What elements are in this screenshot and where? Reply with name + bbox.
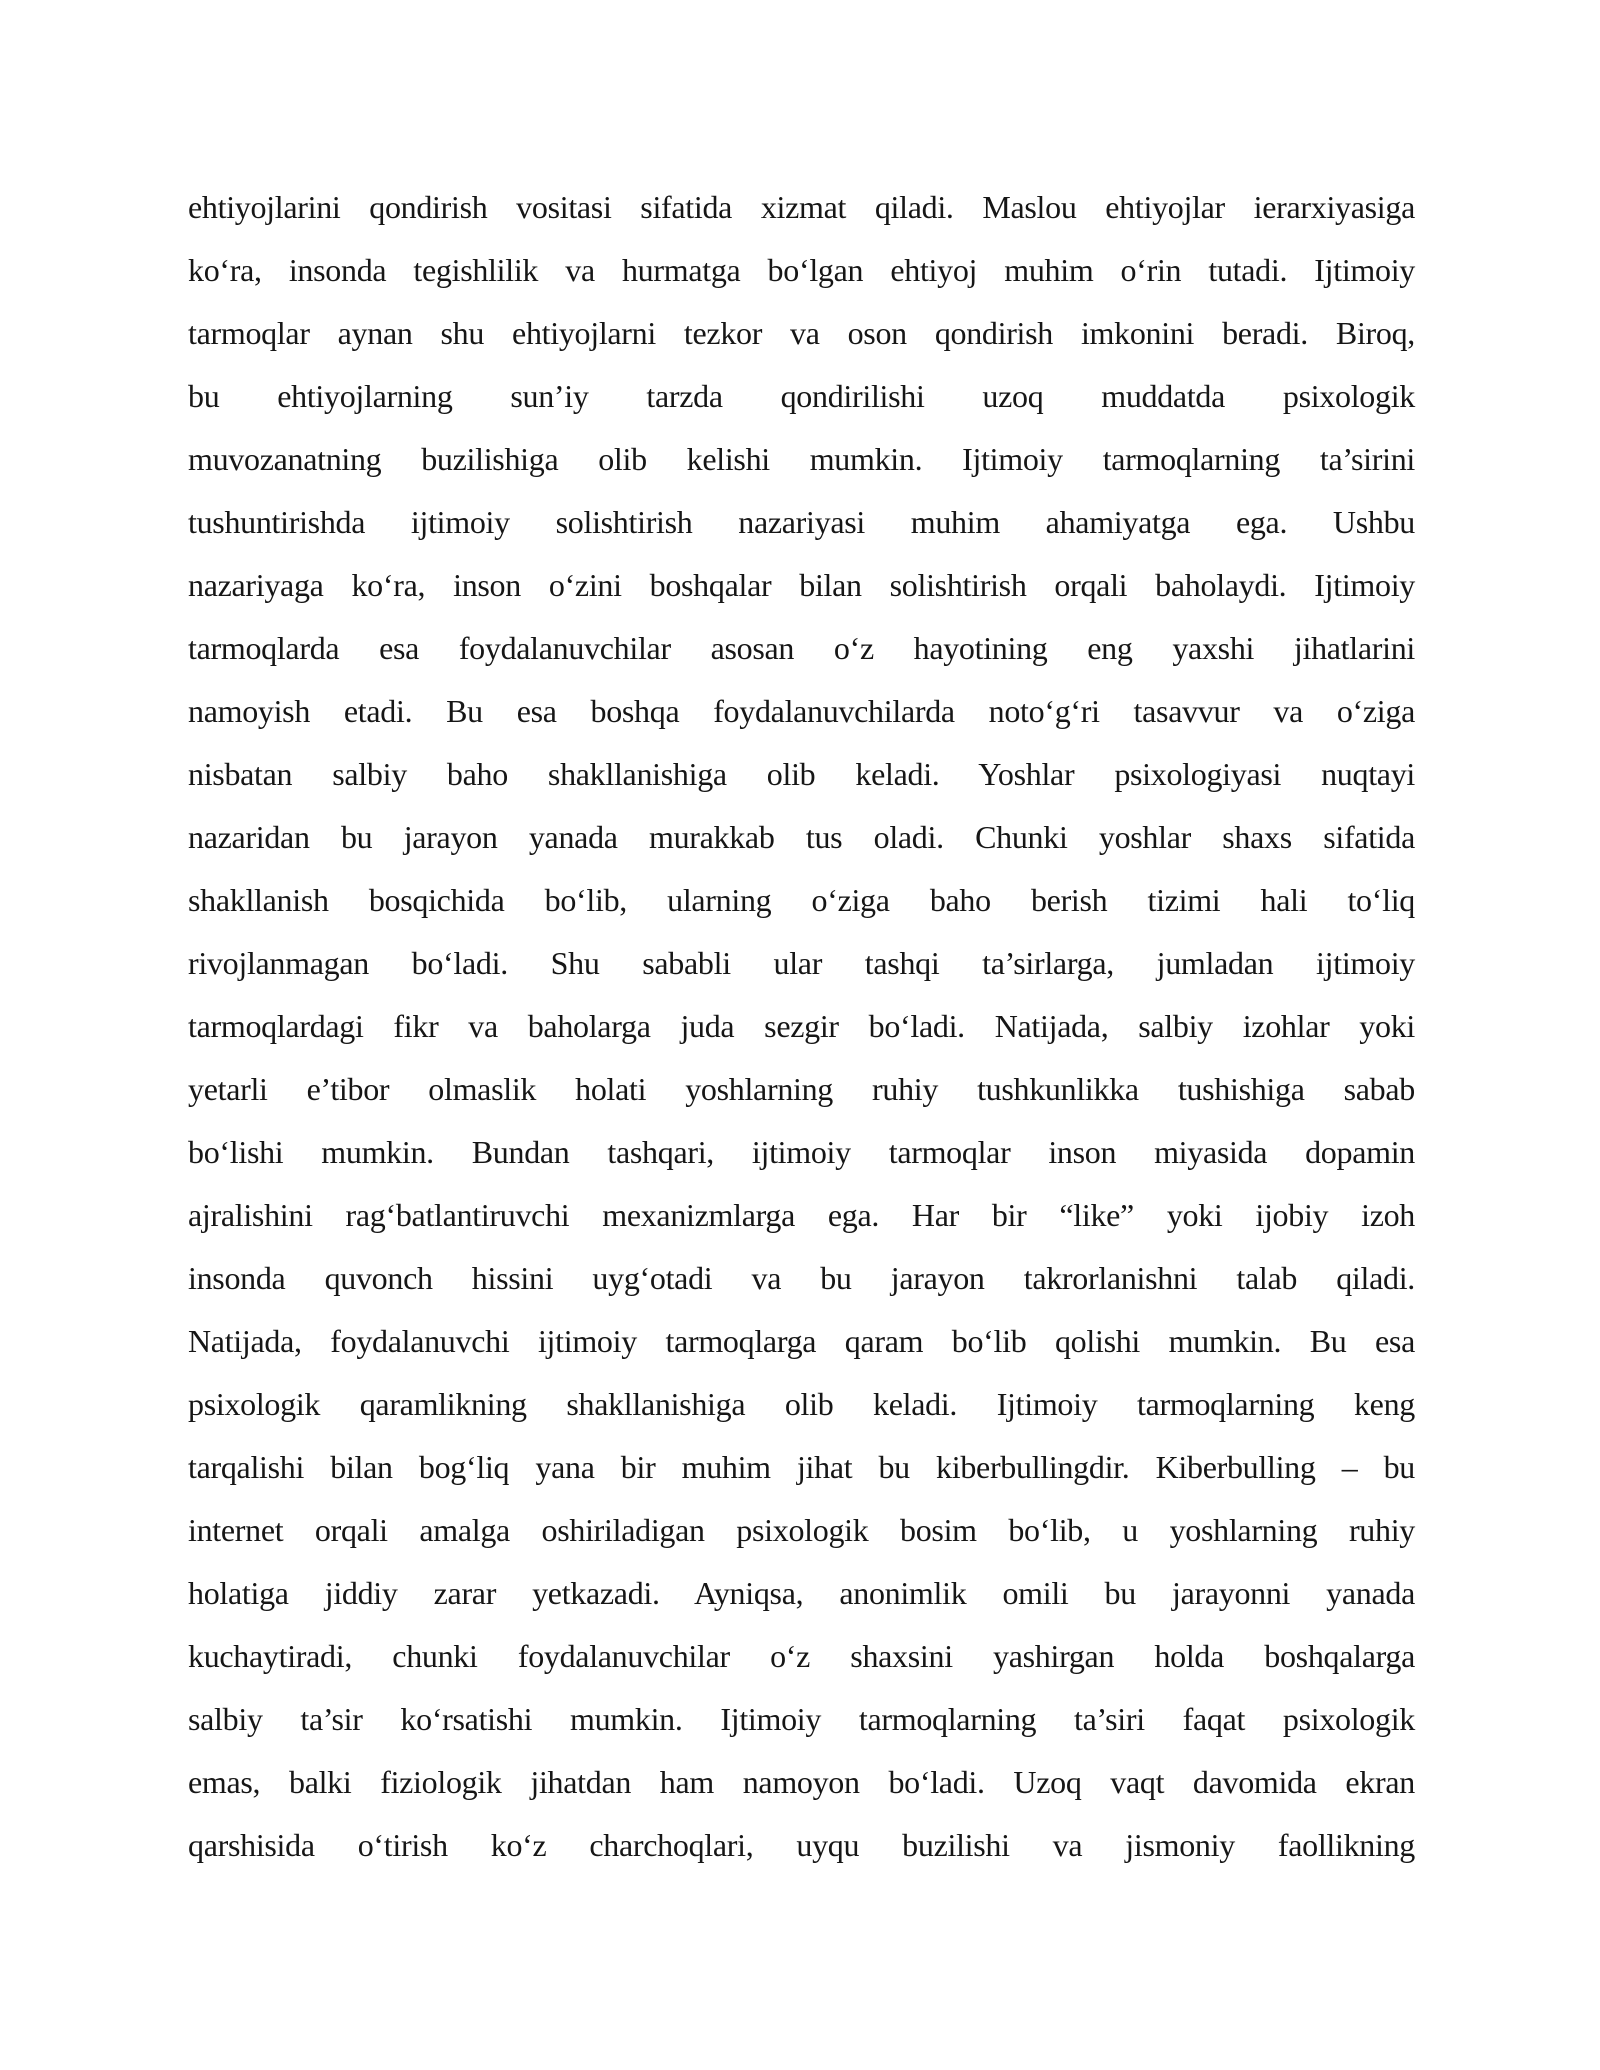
text-line: qarshisida oʻtirish koʻz charchoqlari, uyqu buzilishi va jismoniy faollikning <box>188 1827 1415 1863</box>
paragraph-text-block <box>188 176 1415 1877</box>
text-line: tushuntirishda ijtimoiy solishtirish nazariyasi muhim ahamiyatga ega. Ushbu <box>188 504 1415 540</box>
text-line: ajralishini ragʻbatlantiruvchi mexanizmlarga ega. Har bir “like” yoki ijobiy izoh <box>188 1197 1415 1233</box>
text-line: psixologik qaramlikning shakllanishiga olib keladi. Ijtimoiy tarmoqlarning keng <box>188 1386 1415 1422</box>
text-line: namoyish etadi. Bu esa boshqa foydalanuvchilarda notoʻgʻri tasavvur va oʻziga <box>188 693 1415 729</box>
text-line: tarmoqlardagi fikr va baholarga juda sezgir boʻladi. Natijada, salbiy izohlar yoki <box>188 1008 1415 1044</box>
text-line: insonda quvonch hissini uygʻotadi va bu jarayon takrorlanishni talab qiladi. <box>188 1260 1415 1296</box>
text-line: holatiga jiddiy zarar yetkazadi. Ayniqsa, anonimlik omili bu jarayonni yanada <box>188 1575 1415 1611</box>
text-line: boʻlishi mumkin. Bundan tashqari, ijtimoiy tarmoqlar inson miyasida dopamin <box>188 1134 1415 1170</box>
text-line: emas, balki fiziologik jihatdan ham namoyon boʻladi. Uzoq vaqt davomida ekran <box>188 1764 1415 1800</box>
text-line: shakllanish bosqichida boʻlib, ularning oʻziga baho berish tizimi hali toʻliq <box>188 882 1415 918</box>
text-line: tarmoqlar aynan shu ehtiyojlarni tezkor va oson qondirish imkonini beradi. Biroq, <box>188 315 1415 351</box>
text-line: salbiy ta’sir koʻrsatishi mumkin. Ijtimoiy tarmoqlarning ta’siri faqat psixologik <box>188 1701 1415 1737</box>
text-line: bu ehtiyojlarning sun’iy tarzda qondirilishi uzoq muddatda psixologik <box>188 378 1415 414</box>
text-line: tarqalishi bilan bogʻliq yana bir muhim jihat bu kiberbullingdir. Kiberbulling – bu <box>188 1449 1415 1485</box>
text-line: Natijada, foydalanuvchi ijtimoiy tarmoqlarga qaram boʻlib qolishi mumkin. Bu esa <box>188 1323 1415 1359</box>
text-line: koʻra, insonda tegishlilik va hurmatga boʻlgan ehtiyoj muhim oʻrin tutadi. Ijtimoiy <box>188 252 1415 288</box>
text-line: ehtiyojlarini qondirish vositasi sifatida xizmat qiladi. Maslou ehtiyojlar ierarxiyasiga <box>188 189 1415 225</box>
text-line: tarmoqlarda esa foydalanuvchilar asosan oʻz hayotining eng yaxshi jihatlarini <box>188 630 1415 666</box>
text-line: nazaridan bu jarayon yanada murakkab tus oladi. Chunki yoshlar shaxs sifatida <box>188 819 1415 855</box>
text-line: rivojlanmagan boʻladi. Shu sababli ular tashqi ta’sirlarga, jumladan ijtimoiy <box>188 945 1415 981</box>
text-line: yetarli e’tibor olmaslik holati yoshlarning ruhiy tushkunlikka tushishiga sabab <box>188 1071 1415 1107</box>
text-line: internet orqali amalga oshiriladigan psixologik bosim boʻlib, u yoshlarning ruhiy <box>188 1512 1415 1548</box>
text-line: kuchaytiradi, chunki foydalanuvchilar oʻz shaxsini yashirgan holda boshqalarga <box>188 1638 1415 1674</box>
text-line: nisbatan salbiy baho shakllanishiga olib keladi. Yoshlar psixologiyasi nuqtayi <box>188 756 1415 792</box>
text-line: muvozanatning buzilishiga olib kelishi mumkin. Ijtimoiy tarmoqlarning ta’sirini <box>188 441 1415 477</box>
text-line: nazariyaga koʻra, inson oʻzini boshqalar bilan solishtirish orqali baholaydi. Ijtimoiy <box>188 567 1415 603</box>
